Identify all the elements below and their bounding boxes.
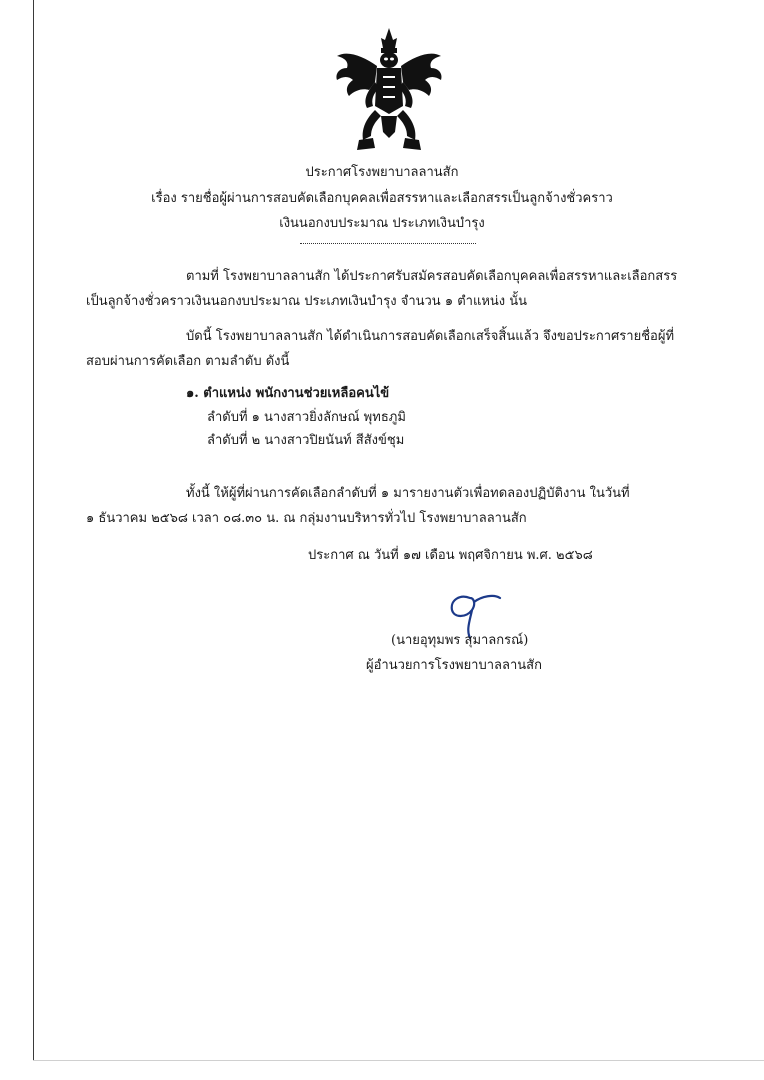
header-separator [300,243,476,244]
garuda-emblem-icon [333,26,445,156]
announced-date: ประกาศ ณ วันที่ ๑๗ เดือน พฤศจิกายน พ.ศ. ๒๕๖๘ [308,548,593,563]
paragraph-2-line-2: สอบผ่านการคัดเลือก ตามลำดับ ดังนี้ [86,354,290,369]
paragraph-3-line-2: ๑ ธันวาคม ๒๕๖๘ เวลา ๐๘.๓๐ น. ณ กลุ่มงานบริหารทั่วไป โรงพยาบาลลานสัก [86,511,527,526]
page-bottom-edge [33,1060,764,1061]
subject-line-1: เรื่อง รายชื่อผู้ผ่านการสอบคัดเลือกบุคคลเพื่อสรรหาและเลือกสรรเป็นลูกจ้างชั่วคราว [151,191,613,206]
subject-line-2: เงินนอกงบประมาณ ประเภทเงินบำรุง [279,216,485,231]
paragraph-1-line-1: ตามที่ โรงพยาบาลลานสัก ได้ประกาศรับสมัครสอบคัดเลือกบุคคลเพื่อสรรหาและเลือกสรร [186,269,678,284]
announcement-title: ประกาศโรงพยาบาลลานสัก [305,165,459,180]
paragraph-2-line-1: บัดนี้ โรงพยาบาลลานสัก ได้ดำเนินการสอบคัดเลือกเสร็จสิ้นแล้ว จึงขอประกาศรายชื่อผู้ที่ [186,329,675,344]
position-heading: ๑. ตำแหน่ง พนักงานช่วยเหลือคนไข้ [186,386,390,401]
page-left-edge [33,0,34,1060]
candidate-1: ลำดับที่ ๑ นางสาวยิ่งลักษณ์ พุทธภูมิ [207,410,406,425]
paragraph-1-line-2: เป็นลูกจ้างชั่วคราวเงินนอกงบประมาณ ประเภทเงินบำรุง จำนวน ๑ ตำแหน่ง นั้น [86,294,528,309]
candidate-2: ลำดับที่ ๒ นางสาวปิยนันท์ สีสังข์ชุม [207,433,405,448]
paragraph-3-line-1: ทั้งนี้ ให้ผู้ที่ผ่านการคัดเลือกลำดับที่ ๑ มารายงานตัวเพื่อทดลองปฏิบัติงาน ในวันที่ [186,486,630,501]
signatory-title: ผู้อำนวยการโรงพยาบาลลานสัก [366,658,542,673]
signatory-name: (นายอุทุมพร สุมาลกรณ์) [391,633,529,648]
